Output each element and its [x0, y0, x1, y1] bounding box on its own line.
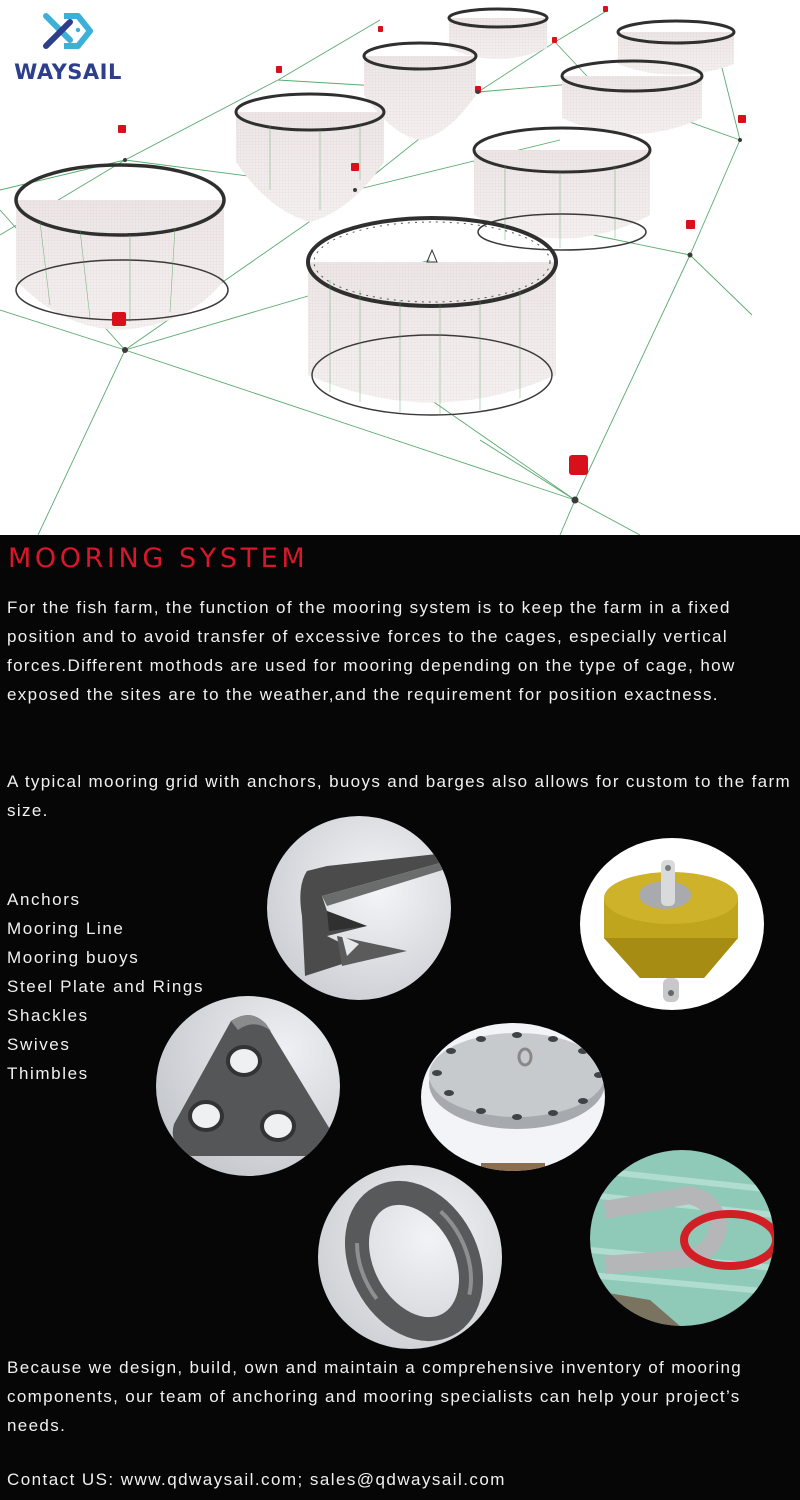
product-item-shackles: Shackles — [7, 1006, 89, 1025]
cage — [474, 128, 650, 250]
mooring-buoy-image — [580, 838, 764, 1010]
closing-paragraph: Because we design, build, own and maintain a comprehensive inventory of mooring components, our team of anchoring and mooring specialists can help your project’s needs. — [7, 1358, 743, 1435]
product-item-swives: Swives — [7, 1035, 71, 1054]
cage — [618, 21, 734, 75]
cage — [16, 165, 228, 330]
product-item-anchors: Anchors — [7, 890, 81, 909]
fish-logo-icon — [40, 10, 94, 54]
mooring-section — [0, 535, 800, 1500]
intro-paragraph: For the fish farm, the function of the mooring system is to keep the farm in a fixed position and to avoid transfer of excessive forces to the cages, especially vertical forces.Different mothods are used for mooring depending on the type of cage, how exposed the sites are to the weather,and the requirement for position exactness. — [7, 598, 736, 704]
section-title: MOORING SYSTEM — [8, 543, 309, 574]
brand-logo[interactable] — [6, 10, 130, 82]
product-item-thimbles: Thimbles — [7, 1064, 89, 1083]
product-item-mooring-line: Mooring Line — [7, 919, 125, 938]
triangle-plate-image — [156, 996, 340, 1176]
steel-ring-image — [318, 1165, 502, 1349]
cage — [236, 94, 384, 222]
thimble-rope-image — [590, 1150, 774, 1326]
product-item-mooring-buoys: Mooring buoys — [7, 948, 140, 967]
brand-name: WAYSAIL — [14, 60, 122, 84]
product-item-steel-plate-rings: Steel Plate and Rings — [7, 977, 205, 996]
contact-line[interactable]: Contact US: www.qdwaysail.com; sales@qdwaysail.com — [7, 1470, 506, 1489]
cage — [449, 9, 547, 59]
grid-paragraph: A typical mooring grid with anchors, buoys and barges also allows for custom to the farm size. — [7, 772, 792, 820]
anchor-image — [267, 816, 451, 1000]
round-plate-image — [421, 1023, 605, 1171]
hero-image — [0, 0, 800, 535]
